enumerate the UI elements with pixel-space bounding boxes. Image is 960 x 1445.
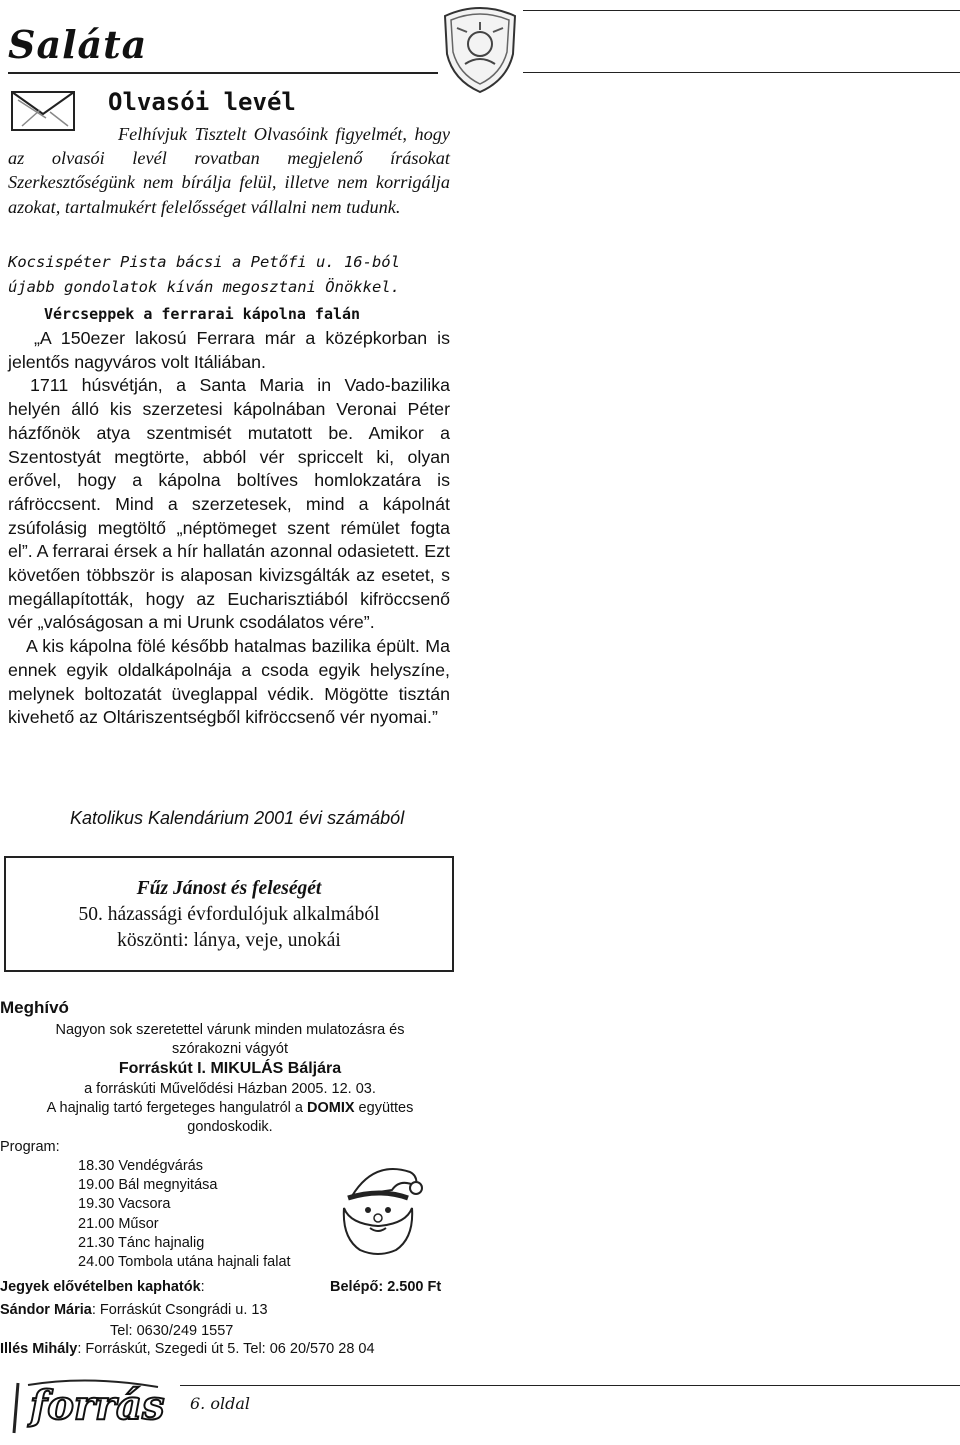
section-title: Olvasói levél xyxy=(108,88,296,116)
program-item: 19.00 Bál megnyitása xyxy=(78,1177,218,1194)
invite-event: Forráskút I. MIKULÁS Báljára xyxy=(118,1060,342,1077)
entry-price: Belépő: 2.500 Ft xyxy=(330,1279,442,1295)
coat-of-arms-icon xyxy=(437,2,523,94)
contact-2 xyxy=(0,1341,375,1357)
article-paragraph: 1711 húsvétján, a Santa Maria in Vado-bazilika helyén álló kis szerzetesi kápolnában Veronai Péter házfőnök atya szentmisét mutatott be. Amikor a Szentostyát megtörte, abból vér spriccelt ki, olyan erővel, hogy a kápolna boltíves homlokzatára is ráfröccsent. Mind a szerzetesek, mind a kápolnát zsúfolásig megtöltő „néptömeget szent rémület fogta el”. A ferrarai érsek a hír hallatán azonnal odasietett. Ezt követően többször is alaposan kivizsgálták az esetet, s megállapították, hogy az Eucharisztiából kifröccsenő vér „valóságosan a mi Urunk csodálatos vére”. xyxy=(8,375,450,633)
tickets-line: Jegyek elővételben kaphatók: xyxy=(0,1279,205,1295)
letter-lead-line2: újabb gondolatok kíván megosztani Önökkel. xyxy=(8,278,400,296)
article-paragraph: „A 150ezer lakosú Ferrara már a középkorban is jelentős nagyváros volt Itáliában. xyxy=(8,328,450,372)
forras-logo-text: forrás xyxy=(30,1382,165,1429)
anniversary-greeting-box xyxy=(4,856,454,972)
program-item: 21.00 Műsor xyxy=(78,1215,159,1232)
contact-1-name: Sándor Mária xyxy=(0,1302,92,1318)
disclaimer-first-line: Felhívjuk Tisztelt Olvasóink figyelmét, xyxy=(118,124,407,144)
greeting-line2: 50. házassági évfordulójuk alkalmából xyxy=(78,904,380,925)
invite-line1: Nagyon sok szeretettel várunk minden mulatozásra és xyxy=(55,1022,405,1038)
header-rule-right xyxy=(523,72,960,73)
program-item: 19.30 Vacsora xyxy=(78,1196,171,1213)
header-rule-left xyxy=(8,72,438,74)
program-item: 24.00 Tombola utána hajnali falat xyxy=(78,1254,291,1271)
santa-icon xyxy=(330,1158,430,1258)
disclaimer-rest: hogy az olvasói levél rovatban megjelenő írásokat Szerkesztőségünk nem bírálja felül, illetve nem korrigálja azokat, tartalmukért felelősséget vállalni nem tudunk. xyxy=(8,124,450,217)
article-source: Katolikus Kalendárium 2001 évi számából xyxy=(70,808,405,828)
program-label: Program: xyxy=(0,1139,60,1155)
footer-rule xyxy=(180,1385,960,1386)
contact-2-name: Illés Mihály xyxy=(0,1341,78,1357)
page-header-title: Saláta xyxy=(8,22,148,67)
page-number: 6. oldal xyxy=(190,1394,250,1413)
invite-music-pre: A hajnalig tartó fergeteges hangulatról a xyxy=(46,1100,307,1116)
invite-music-line2: gondoskodik. xyxy=(187,1119,273,1135)
editorial-disclaimer xyxy=(8,122,450,219)
contact-1-address: : Forráskút Csongrádi u. 13 xyxy=(91,1302,268,1318)
program-list xyxy=(78,1157,291,1272)
invite-music xyxy=(0,1099,460,1118)
greeting-line1: Fűz Jánost és feleségét xyxy=(136,878,322,899)
invite-music-post: együttes xyxy=(354,1100,414,1116)
greeting-line3: köszönti: lánya, veje, unokái xyxy=(117,930,341,951)
article-paragraph: A kis kápolna fölé később hatalmas bazilika épült. Ma ennek egyik oldalkápolnája a csoda egyik helyszíne, melynek boltozatát üveglappal védik. Mögötte tisztán kivehető az Oltáriszentségből kifröccsenő vér nyomai.” xyxy=(8,636,450,728)
header-rule-top xyxy=(523,10,960,11)
contact-1-phone: Tel: 0630/249 1557 xyxy=(110,1323,234,1339)
contact-2-address: : Forráskút, Szegedi út 5. Tel: 06 20/570 28 04 xyxy=(77,1341,375,1357)
letter-lead-line1: Kocsispéter Pista bácsi a Petőfi u. 16-ból xyxy=(8,253,400,271)
invite-venue: a forráskúti Művelődési Házban 2005. 12. 03. xyxy=(84,1081,376,1097)
program-item: 18.30 Vendégvárás xyxy=(78,1158,203,1174)
article-heading: Vércseppek a ferrarai kápolna falán xyxy=(44,305,361,323)
invite-line2: szórakozni vágyót xyxy=(171,1041,289,1057)
contact-1 xyxy=(0,1302,268,1318)
program-item: 21.30 Tánc hajnalig xyxy=(78,1234,205,1251)
article-body xyxy=(8,327,450,730)
invite-band: DOMIX xyxy=(307,1100,355,1116)
tickets-label: Jegyek elővételben kaphatók xyxy=(0,1279,201,1295)
forras-logo xyxy=(8,1375,178,1437)
invite-heading: Meghívó xyxy=(0,998,69,1017)
